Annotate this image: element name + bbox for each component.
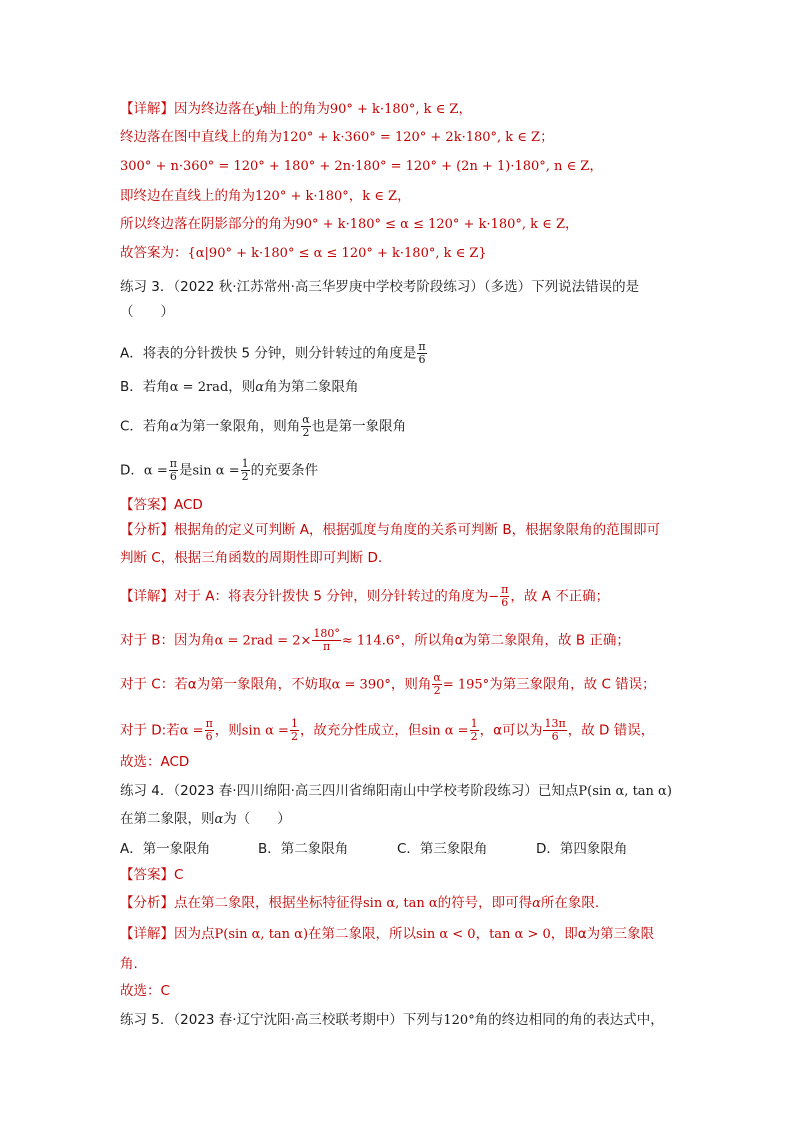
ex3-final: 故选：ACD bbox=[120, 754, 190, 770]
analysis-tag: 【分析】 bbox=[120, 895, 174, 911]
ex4-option-c: C．第三象限角 bbox=[397, 841, 488, 857]
ex3-detail-a: 【详解】对于 A：将表分针拨快 5 分钟，则分针转过的角度为− $\frac{\pi}{6}$ ，故 A 不正确； bbox=[120, 583, 610, 609]
fraction: $\frac{1}{2}$ bbox=[470, 717, 478, 743]
fraction: $\frac{13\pi}{6}$ bbox=[544, 717, 566, 743]
ex4-option-d: D．第四象限角 bbox=[536, 841, 628, 857]
ex4-detail-line1: 【详解】因为点P(sin α, tan α)在第二象限，所以sin α < 0，tan α > 0，即α为第三象限 bbox=[120, 926, 655, 942]
detail1-line1: 【详解】因为终边落在y轴上的角为90° + k·180°, k ∈ Z， bbox=[120, 101, 472, 117]
fraction: $\frac{\pi}{6}$ bbox=[205, 717, 213, 743]
analysis-tag: 【分析】 bbox=[120, 522, 174, 538]
ex3-option-b: B．若角α = 2rad，则α角为第二象限角 bbox=[120, 379, 359, 395]
detail1-line6: 故答案为：{α|90° + k·180° ≤ α ≤ 120° + k·180°, k ∈ Z} bbox=[120, 245, 487, 261]
ex4-answer: 【答案】C bbox=[120, 867, 184, 883]
ex3-detail-c: 对于 C：若α为第一象限角，不妨取α = 390°，则角 $\frac{\alpha}{2}$ = 195°为第三象限角，故 C 错误； bbox=[120, 671, 656, 697]
ex4-final: 故选：C bbox=[120, 983, 170, 999]
ex4-line2: 在第二象限，则α为（ ） bbox=[120, 811, 291, 827]
detail-tag: 【详解】 bbox=[120, 926, 174, 942]
ex3-paren: （ ） bbox=[120, 304, 174, 320]
ex3-analysis-line1: 【分析】根据角的定义可判断 A，根据弧度与角度的关系可判断 B，根据象限角的范围即可 bbox=[120, 522, 661, 538]
ex4-options bbox=[120, 840, 680, 858]
ex4-title: 练习 4．（2023 春·四川绵阳·高三四川省绵阳南山中学校考阶段练习）已知点P(sin α, tan α) bbox=[120, 783, 672, 799]
fraction: $\frac{1}{2}$ bbox=[241, 457, 249, 483]
ex3-detail-d: 对于 D:若α = $\frac{\pi}{6}$ ，则sin α = $\frac{1}{2}$ ，故充分性成立，但sin α = $\frac{1}{2}$ ，α可以为 $\frac{13\pi}{6}$ ，故 D 错误， bbox=[120, 717, 655, 743]
fraction: $\frac{\pi}{6}$ bbox=[418, 340, 426, 366]
ex3-option-c: C．若角α为第一象限角，则角 $\frac{\alpha}{2}$ 也是第一象限角 bbox=[120, 413, 407, 439]
ex3-title: 练习 3．（2022 秋·江苏常州·高三华罗庚中学校考阶段练习）（多选）下列说法错误的是 bbox=[120, 279, 640, 295]
fraction: $\frac{\alpha}{2}$ bbox=[433, 671, 441, 697]
fraction: $\frac{1}{2}$ bbox=[290, 717, 298, 743]
ex4-analysis: 【分析】点在第二象限，根据坐标特征得sin α, tan α的符号，即可得α所在象限. bbox=[120, 895, 600, 911]
ex3-option-a: A．将表的分针拨快 5 分钟，则分针转过的角度是 $\frac{\pi}{6}$ bbox=[120, 340, 426, 366]
ex5-title: 练习 5．（2023 春·辽宁沈阳·高三校联考期中）下列与120°角的终边相同的角的表达式中， bbox=[120, 1012, 664, 1028]
detail1-line4: 即终边在直线上的角为120° + k·180°，k ∈ Z， bbox=[120, 188, 411, 204]
fraction: $\frac{\pi}{6}$ bbox=[169, 457, 177, 483]
ex4-detail-line2: 角. bbox=[120, 956, 138, 972]
detail1-line3: 300° + n·360° = 120° + 180° + 2n·180° = 120° + (2n + 1)·180°, n ∈ Z， bbox=[120, 158, 603, 174]
ex3-answer: 【答案】ACD bbox=[120, 497, 203, 513]
ex3-detail-b: 对于 B：因为角α = 2rad = 2× $\frac{180^\circ}{\pi}$ ≈ 114.6°，所以角α为第二象限角，故 B 正确； bbox=[120, 627, 630, 653]
detail1-line2: 终边落在图中直线上的角为120° + k·360° = 120° + 2k·180°, k ∈ Z； bbox=[120, 129, 554, 145]
fraction: $\frac{180^\circ}{\pi}$ bbox=[313, 627, 340, 653]
detail1-line5: 所以终边落在阴影部分的角为90° + k·180° ≤ α ≤ 120° + k·180°, k ∈ Z， bbox=[120, 216, 579, 232]
answer-tag: 【答案】 bbox=[120, 867, 174, 883]
fraction: $\frac{\alpha}{2}$ bbox=[302, 413, 310, 439]
ex3-option-d: D．α = $\frac{\pi}{6}$ 是sin α = $\frac{1}{2}$ 的充要条件 bbox=[120, 457, 319, 483]
ex3-analysis-line2: 判断 C，根据三角函数的周期性即可判断 D. bbox=[120, 550, 383, 566]
detail-tag: 【详解】 bbox=[120, 101, 174, 117]
answer-tag: 【答案】 bbox=[120, 497, 174, 513]
ex4-option-a: A．第一象限角 bbox=[120, 841, 211, 857]
detail-tag: 【详解】 bbox=[120, 588, 174, 605]
fraction: $\frac{\pi}{6}$ bbox=[501, 583, 509, 609]
ex4-option-b: B．第二象限角 bbox=[258, 841, 349, 857]
